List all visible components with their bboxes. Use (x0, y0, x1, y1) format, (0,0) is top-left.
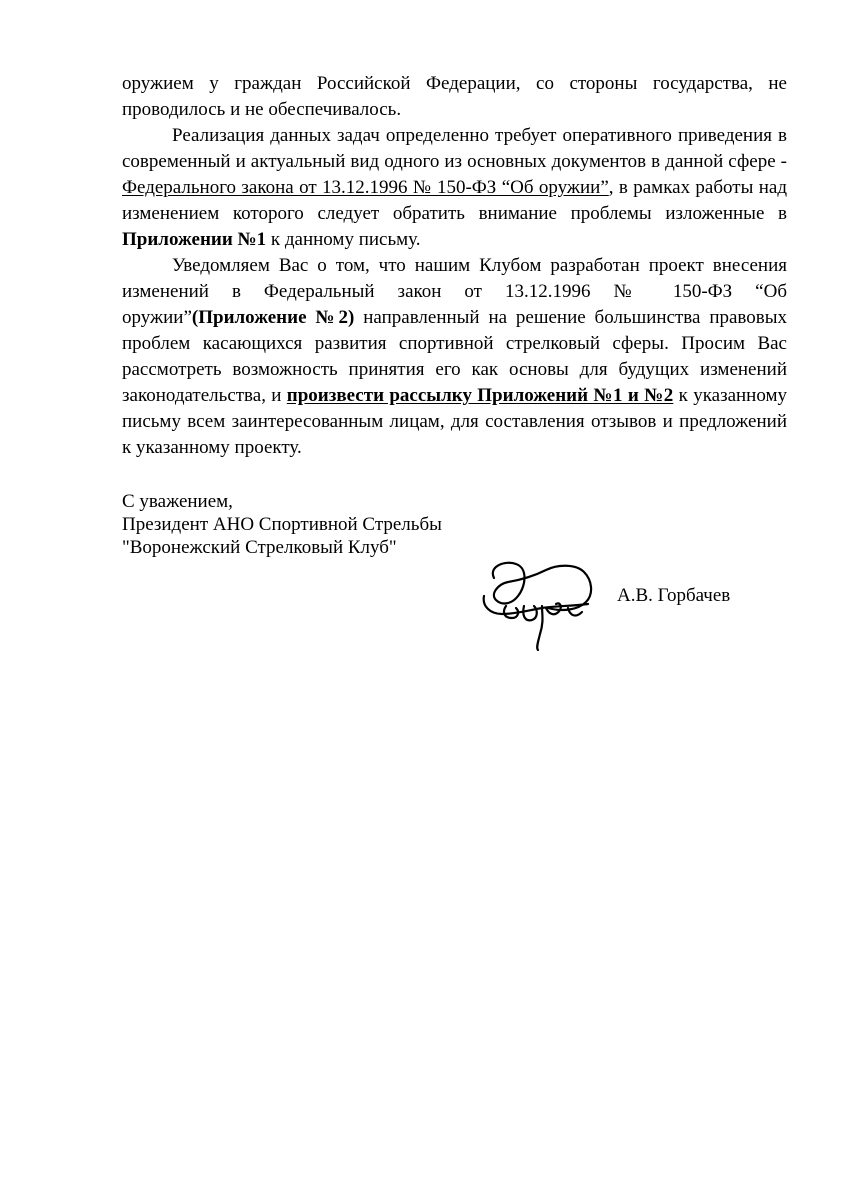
paragraph-3-text-3: к указанному письму всем заинтересованным лицам, для составления отзывов и предложений к указанному проекту. (122, 385, 788, 458)
paragraph-2-text-1: Реализация данных задач определенно требует оперативного приведения в современный и актуальный вид одного из основных документов в данной сфере - (122, 125, 787, 172)
paragraph-3-text-1: Уведомляем Вас о том, что нашим Клубом разработан проект внесения изменений в Федеральный закон от 13.12.1996 № 150-ФЗ “Об оружии” (122, 255, 787, 328)
closing-block (122, 490, 542, 559)
letter-body (122, 71, 787, 461)
signer-name: А.В. Горбачев (617, 585, 731, 606)
appendix-2-reference: (Приложение №2) (191, 307, 355, 328)
signer-title: Президент АНО Спортивной Стрельбы (122, 514, 442, 535)
paragraph-1-text: оружием у граждан Российской Федерации, со стороны государства, не проводилось и не обеспечивалось. (122, 73, 787, 120)
distribution-request: произвести рассылку Приложений №1 и №2 (286, 385, 674, 406)
paragraph-2-text-2: , в рамках работы над изменением которого следует обратить внимание проблемы изложенные в (122, 177, 787, 224)
appendix-1-reference: Приложении №1 (122, 229, 267, 250)
paragraph-2-text-3: к данному письму. (266, 229, 421, 250)
paragraph-2 (122, 123, 787, 253)
paragraph-3 (122, 253, 787, 461)
closing-salutation: С уважением, (122, 491, 233, 512)
paragraph-continuation (122, 71, 787, 123)
federal-law-reference: Федерального закона от 13.12.1996 № 150-ФЗ “Об оружии” (122, 177, 609, 198)
handwritten-signature (476, 556, 601, 652)
organization-name: "Воронежский Стрелковый Клуб" (122, 537, 397, 558)
paragraph-3-text-2: направленный на решение большинства правовых проблем касающихся развития спортивной стрелковый сферы. Просим Вас рассмотреть возможность принятия его как основы для будущих изменений законодательства, и (122, 307, 787, 406)
